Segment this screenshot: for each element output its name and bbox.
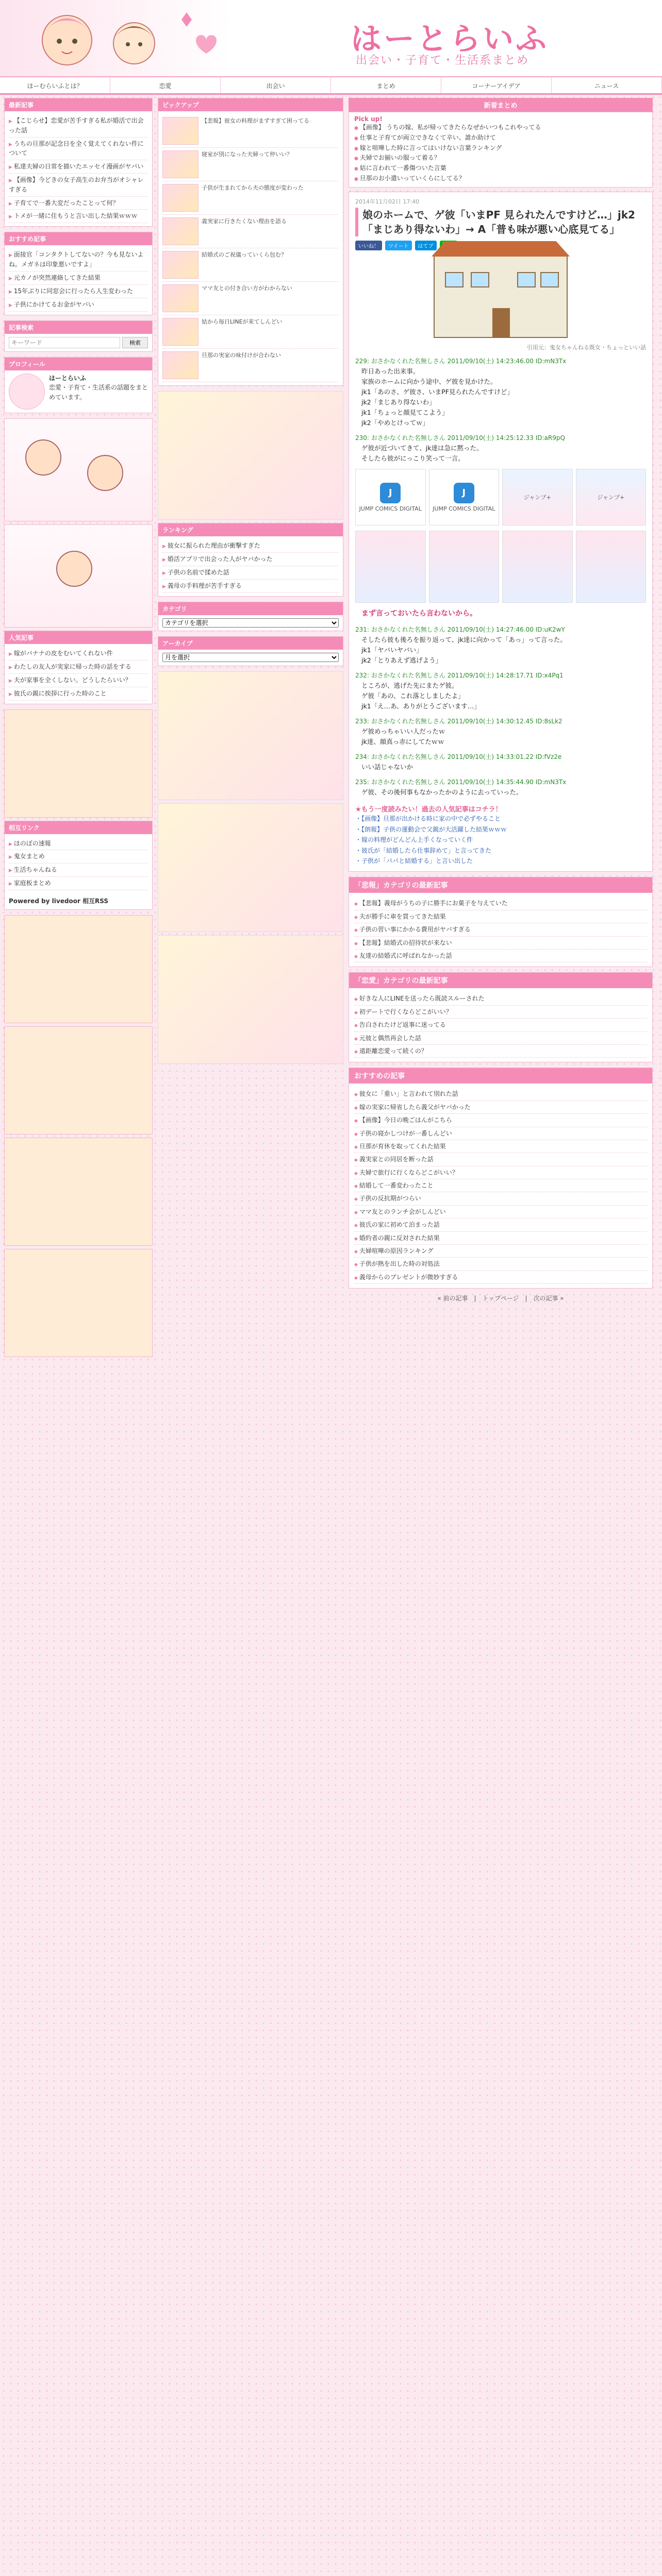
thumb-item[interactable] <box>162 181 339 215</box>
post-title[interactable]: 娘のホームで、ゲ彼「いまPF 見られたんですけど…」jk2「まじあり得ないわ」→ A「普も味が悪い心底見てる」 <box>355 208 646 236</box>
thumb-title: 姑から毎日LINEが来てしんどい <box>202 318 283 325</box>
category-latest-item[interactable]: ◆ 【悲報】結婚式の招待状が来ない <box>354 937 647 950</box>
recommended-item[interactable]: ◆ 義実家との同居を断った話 <box>354 1153 647 1166</box>
ad-label: JUMP COMICS DIGITAL <box>359 505 422 512</box>
thumbnail <box>162 117 198 145</box>
ranking-item[interactable]: ▶ 子供の名前で揉めた話 <box>162 566 339 580</box>
past-link[interactable]: ・ 【朗報】子供の運動会で父親が大活躍した結果ｗｗｗ <box>355 824 646 835</box>
nav-item-meeting[interactable]: 出会い <box>221 77 331 93</box>
new-post-item[interactable]: ▶ うちの旦那が記念日を全く覚えてくれない件について <box>9 138 148 161</box>
quote-source[interactable]: 引用元：鬼女ちゃんねる既女・ちょっといい話 <box>527 344 646 351</box>
ad-label: JUMP COMICS DIGITAL <box>433 505 495 512</box>
past-link[interactable]: ・ 子供が「パパと結婚する」と言い出した <box>355 856 646 866</box>
category-latest-item[interactable]: ◆ 子供の習い事にかかる費用がヤバすぎる <box>354 923 647 936</box>
ad-tile[interactable] <box>429 469 500 526</box>
post-date: 2014年11月02日 17:40 <box>355 198 420 205</box>
response-line: そしたら彼がにっこり笑って一言。 <box>361 454 465 463</box>
recommended-item[interactable]: ◆ 義母からのプレゼントが微妙すぎる <box>354 1271 647 1284</box>
nav-item-about[interactable]: ほーむらいふとは？ <box>0 77 110 93</box>
site-title[interactable]: はーとらいふ <box>351 21 549 57</box>
response-line: jk達、顔真っ赤にしてたｗｗ <box>361 738 444 746</box>
middle-pickup-box <box>158 98 343 386</box>
search-input[interactable] <box>9 337 120 348</box>
profile-name: はーとらいふ <box>49 374 87 382</box>
recommend-heading: おすすめ記事 <box>5 232 152 245</box>
response-header: 231: おさかなくれた名無しさん 2011/09/10(土) 14:27:46.00 ID:uK2wY <box>355 625 565 633</box>
ad-row <box>355 469 646 526</box>
article-column <box>349 98 653 1360</box>
ad-banner[interactable] <box>4 1026 153 1134</box>
related-link[interactable]: ▶ 生活ちゃんねる <box>9 863 148 877</box>
ranking-item[interactable]: ▶ 義母の手料理が苦手すぎる <box>162 580 339 593</box>
response-emphasis <box>355 608 646 619</box>
thumbnail <box>162 318 198 346</box>
response <box>355 357 646 428</box>
pickup-label: Pick up! <box>354 115 383 123</box>
house-window <box>540 272 559 287</box>
nav-item-love[interactable]: 恋愛 <box>110 77 221 93</box>
pickup-item[interactable]: ▶ わたしの友人が実家に帰った時の話をする <box>9 660 148 674</box>
house-window <box>445 272 464 287</box>
ad-banner[interactable] <box>158 391 343 520</box>
ad-banner[interactable] <box>158 803 343 932</box>
category-latest-item[interactable]: ◆ 夫が勝手に車を買ってきた結果 <box>354 910 647 923</box>
left-sidebar <box>4 98 153 1360</box>
response-line: ゲ彼が近づいてきて、jk達は急に黙った。 <box>361 444 483 452</box>
related-link[interactable]: ▶ 家庭板まとめ <box>9 877 148 890</box>
category-latest-item[interactable]: ◆ 友達の結婚式に呼ばれなかった話 <box>354 950 647 962</box>
recommended-item[interactable]: ◆ ママ友とのランチ会がしんどい <box>354 1206 647 1218</box>
recommended-item[interactable]: ◆ 子供が熱を出した時の対処法 <box>354 1258 647 1270</box>
pickup-link[interactable]: ● 旦那のお小遣いっていくらにしてる？ <box>354 174 647 184</box>
thumb-title: 寝室が別になった夫婦って仲いい？ <box>202 151 292 158</box>
response-line: jk1「え…あ、ありがとうございます…」 <box>361 702 481 710</box>
response-line: jk1「あのさ、ゲ彼さ、いまPF見られたんですけど」 <box>361 387 514 396</box>
site-subtitle: 出会い・子育て・生活系まとめ <box>356 54 529 67</box>
related-link[interactable]: ▶ 鬼女まとめ <box>9 850 148 863</box>
pickup-box <box>4 631 153 704</box>
thumbnail <box>162 284 198 312</box>
response-line: jk1「ちょっと顔見てこよう」 <box>361 408 449 416</box>
recommend-item[interactable]: ▶ 15年ぶりに同窓会に行ったら人生変わった <box>9 285 148 298</box>
search-button[interactable]: 検索 <box>122 337 148 348</box>
ad-label: ジャンプ+ <box>523 494 551 501</box>
response-line: jk2「まじあり得ないわ」 <box>361 398 436 406</box>
category-latest-item[interactable]: ◆ 【悲報】義母がうちの子に勝手にお菓子を与えていた <box>354 897 647 910</box>
thumb-item[interactable] <box>162 148 339 181</box>
nav-item-news[interactable]: ニュース <box>552 77 662 93</box>
archive-heading: アーカイブ <box>158 637 343 650</box>
house-window <box>517 272 536 287</box>
ad-tile[interactable] <box>502 469 573 526</box>
thumb-title: 子供が生まれてから夫の態度が変わった <box>202 184 304 191</box>
new-post-item[interactable]: ▶ 私達夫婦の日常を描いたエッセイ漫画がヤバい <box>9 160 148 174</box>
ad-banner[interactable] <box>4 915 153 1023</box>
response-line: ゲ彼めっちゃいい人だったｗ <box>361 727 445 736</box>
pickup-item[interactable]: ▶ 嫁がバナナの皮をむいてくれない件 <box>9 647 148 660</box>
past-link[interactable]: ・ 彼氏が「結婚したら仕事辞めて」と言ってきた <box>355 845 646 856</box>
pager[interactable]: « 前の記事 | トップページ | 次の記事 » <box>437 1295 564 1302</box>
ad-banner[interactable] <box>4 1249 153 1357</box>
pickup-link[interactable]: ● 姑に言われて一番傷ついた言葉 <box>354 163 647 174</box>
recommended-item[interactable]: ◆ 子供の寝かしつけが一番しんどい <box>354 1127 647 1140</box>
recommended-item[interactable]: ◆ 夫婦喧嘩の原因ランキング <box>354 1245 647 1258</box>
article-post <box>349 192 653 872</box>
recommended-item[interactable]: ◆ 彼女に「重い」と言われて別れた話 <box>354 1088 647 1100</box>
recommended-heading: おすすめの記事 <box>349 1068 652 1083</box>
thumb-item[interactable] <box>162 114 339 148</box>
ad-banner[interactable] <box>4 709 153 818</box>
new-post-item[interactable]: ▶ トメが一緒に住もうと言い出した結果ｗｗｗ <box>9 210 148 223</box>
category-latest-item[interactable]: ◆ 初デートで行くならどこがいい？ <box>354 1006 647 1019</box>
new-posts-box <box>4 98 153 227</box>
thumbnail <box>162 184 198 212</box>
profile-heading: プロフィール <box>5 358 152 370</box>
recommended-item[interactable]: ◆ 【画像】今日の晩ごはんがこちら <box>354 1114 647 1127</box>
past-link[interactable]: ・ 嫁の料理がどんどん上手くなっていく件 <box>355 835 646 845</box>
response-line: ゲ彼「あの、これ落としましたよ」 <box>361 691 465 700</box>
ad-tile[interactable] <box>576 469 647 526</box>
illustration-face <box>87 455 123 491</box>
emphasis-line: まず言っておいたら言わないから。 <box>361 609 477 618</box>
illustration-face <box>25 439 61 476</box>
profile-box <box>4 357 153 413</box>
response-line: 家族のホームに向かう途中、ゲ彼を見かけた。 <box>361 377 497 385</box>
response-line: そしたら彼も後ろを振り返って、jk達に向かって「あっ」って言った。 <box>361 635 567 643</box>
response-header: 230: おさかなくれた名無しさん 2011/09/10(土) 14:25:12.33 ID:aR9pQ <box>355 434 565 442</box>
response-line: 昨日あった出来事。 <box>361 367 420 375</box>
pickup-link[interactable]: ● 嫁と喧嘩した時に言ってはいけない言葉ランキング <box>354 143 647 154</box>
search-box <box>4 320 153 352</box>
ad-image[interactable] <box>502 531 573 603</box>
response-line: ゲ彼、その後何事もなかったかのように去っていった。 <box>361 788 523 796</box>
nav-item-matome[interactable]: まとめ <box>331 77 441 93</box>
ad-label: ジャンプ+ <box>597 494 625 501</box>
related-links-box <box>4 821 153 910</box>
recommended-section <box>349 1067 653 1289</box>
category-latest-item[interactable]: ◆ 告白されたけど返事に迷ってる <box>354 1019 647 1031</box>
recommended-item[interactable]: ◆ 夫婦で旅行に行くならどこがいい？ <box>354 1166 647 1179</box>
links-heading: ★もう一度読みたい！過去の人気記事はコチラ！ <box>355 806 502 814</box>
past-links <box>355 814 646 866</box>
recommended-item[interactable]: ◆ 嫁の実家に帰省したら義父がヤバかった <box>354 1101 647 1114</box>
site-header <box>0 0 662 77</box>
recommend-box <box>4 232 153 315</box>
middle-pickup-heading: ピックアップ <box>158 98 343 111</box>
category-latest-item[interactable]: ◆ 遠距離恋愛って続くの？ <box>354 1045 647 1058</box>
related-heading: 相互リンク <box>5 821 152 834</box>
response <box>355 625 646 666</box>
new-post-item[interactable]: ▶ 【画像】今どきの女子高生のお弁当がオシャレすぎる <box>9 174 148 197</box>
new-post-item[interactable]: ▶ 子育てで一番大変だったことって何？ <box>9 197 148 210</box>
response-line: jk2「やめとけってｗ」 <box>361 418 429 427</box>
thumb-item[interactable] <box>162 349 339 382</box>
house-roof <box>432 241 570 257</box>
response-line: jk1「ヤバいヤバい」 <box>361 646 423 654</box>
past-link[interactable]: ・ 【画像】旦那が出かける時に家の中で必ずやること <box>355 814 646 824</box>
recommended-item[interactable]: ◆ 婚約者の親に反対された結果 <box>354 1232 647 1245</box>
recommend-item[interactable]: ▶ 元カノが突然連絡してきた結果 <box>9 272 148 285</box>
ad-tile[interactable] <box>355 469 426 526</box>
category-box <box>158 602 343 632</box>
thumb-title: 旦那の実家の味付けが合わない <box>202 352 281 359</box>
category-latest-item[interactable]: ◆ 元彼と偶然再会した話 <box>354 1032 647 1045</box>
new-posts-heading: 最新記事 <box>5 98 152 111</box>
thumbnail <box>162 251 198 279</box>
recommended-item[interactable]: ◆ 結婚して一番変わったこと <box>354 1179 647 1192</box>
ad-banner[interactable] <box>4 1138 153 1246</box>
response-header: 229: おさかなくれた名無しさん 2011/09/10(土) 14:23:46.00 ID:mN3Tx <box>355 357 567 365</box>
response <box>355 433 646 464</box>
category-select[interactable] <box>162 618 339 628</box>
recommended-item[interactable]: ◆ 旦那が育休を取ってくれた結果 <box>354 1140 647 1153</box>
ad-image[interactable] <box>576 531 647 603</box>
recommended-item[interactable]: ◆ 子供の反抗期がつらい <box>354 1192 647 1205</box>
nav-item-idea[interactable]: コーナーアイデア <box>441 77 552 93</box>
ranking-heading: ランキング <box>158 523 343 536</box>
header-illustration <box>31 4 217 75</box>
article-house-illustration <box>434 256 568 338</box>
response-line: いい話じゃないか <box>361 763 413 771</box>
response-header: 233: おさかなくれた名無しさん 2011/09/10(土) 14:30:12.45 ID:8sLk2 <box>355 717 562 725</box>
archive-box <box>158 636 343 666</box>
thumbnail <box>162 351 198 379</box>
category-heading: カテゴリ <box>158 602 343 615</box>
category-latest-heading: 「恋愛」カテゴリの最新記事 <box>349 973 652 988</box>
tweet-button[interactable]: ツイート <box>385 241 412 250</box>
ad-banner[interactable] <box>158 935 343 1064</box>
category-latest-section <box>349 877 653 967</box>
article-pickup <box>349 112 653 188</box>
category-latest-heading: 「悲報」カテゴリの最新記事 <box>349 877 652 893</box>
jump-logo-icon: J <box>380 483 401 503</box>
pickup-link[interactable]: ● 【画像】 うちの嫁、私が帰ってきたらなぜかいつもこれやってる <box>354 123 647 133</box>
rss-label[interactable]: Powered by livedoor 相互RSS <box>9 897 109 905</box>
related-link[interactable]: ▶ ほのぼの速報 <box>9 837 148 851</box>
house-window <box>471 272 489 287</box>
response-header: 232: おさかなくれた名無しさん 2011/09/10(土) 14:28:17.71 ID:x4Pq1 <box>355 671 564 679</box>
new-post-item[interactable]: ▶ 【こじらせ】恋愛が苦手すぎる私が婚活で出会った話 <box>9 114 148 138</box>
global-nav <box>0 77 662 95</box>
profile-text: 恋愛・子育て・生活系の話題をまとめています。 <box>49 384 148 401</box>
response <box>355 752 646 772</box>
response-line: ところが、逃げた先にまたゲ彼。 <box>361 681 458 689</box>
recommend-item[interactable]: ▶ 面接官「コンタクトしてないの？今も見ないよね。メガネは印象悪いですよ」 <box>9 248 148 272</box>
response <box>355 671 646 711</box>
thumbnail <box>162 150 198 178</box>
thumbnail <box>162 217 198 245</box>
pickup-item[interactable]: ▶ 夫が家事を全くしない。どうしたらいい？ <box>9 674 148 687</box>
thumb-item[interactable] <box>162 315 339 349</box>
sidebar-illustration <box>4 418 153 521</box>
thumb-item[interactable] <box>162 248 339 282</box>
ad-row <box>355 531 646 603</box>
response-header: 234: おさかなくれた名無しさん 2011/09/10(土) 14:33:01.22 ID:fVz2e <box>355 753 562 761</box>
category-latest-item[interactable]: ◆ 好きな人にLINEを送ったら既読スルーされた <box>354 992 647 1005</box>
ranking-item[interactable]: ▶ 彼女に振られた理由が衝撃すぎた <box>162 539 339 553</box>
middle-column <box>158 98 343 1360</box>
sidebar-illustration <box>4 524 153 628</box>
like-button[interactable]: いいね！ <box>355 241 382 250</box>
recommend-item[interactable]: ▶ 子供にかけてるお金がヤバい <box>9 298 148 312</box>
thumb-title: 結婚式のご祝儀っていくら包む？ <box>202 251 287 258</box>
ad-image[interactable] <box>429 531 500 603</box>
response-header: 235: おさかなくれた名無しさん 2011/09/10(土) 14:35:44.90 ID:mN3Tx <box>355 778 567 786</box>
article-section-heading: 新着まとめ <box>349 98 653 112</box>
response <box>355 717 646 747</box>
ad-image[interactable] <box>355 531 426 603</box>
thumb-title: 義実家に行きたくない理由を語る <box>202 218 287 225</box>
jump-logo-icon: J <box>454 483 474 503</box>
category-latest-section <box>349 972 653 1062</box>
search-heading: 記事検索 <box>5 321 152 334</box>
response-line: jk2「とりあえず逃げよう」 <box>361 656 442 664</box>
avatar <box>9 374 45 410</box>
response <box>355 777 646 798</box>
house-door <box>492 308 510 337</box>
ad-banner[interactable] <box>158 671 343 800</box>
thumb-item[interactable] <box>162 215 339 248</box>
archive-select[interactable] <box>162 653 339 662</box>
ranking-item[interactable]: ▶ 婚活アプリで出会った人がヤバかった <box>162 553 339 566</box>
thumb-title: ママ友との付き合い方がわからない <box>202 285 292 292</box>
recommended-item[interactable]: ◆ 彼氏の家に初めて泊まった話 <box>354 1218 647 1231</box>
ranking-box <box>158 523 343 597</box>
pickup-link[interactable]: ● 夫婦でお揃いの服って着る？ <box>354 153 647 163</box>
thumb-title: 【悲報】彼女の料理がまずすぎて困ってる <box>202 117 309 124</box>
illustration-face <box>56 551 92 587</box>
thumb-item[interactable] <box>162 282 339 315</box>
pickup-item[interactable]: ▶ 彼氏の親に挨拶に行った時のこと <box>9 687 148 701</box>
pickup-link[interactable]: ● 仕事と子育てが両立できなくて辛い、誰か助けて <box>354 133 647 143</box>
pickup-heading: 人気記事 <box>5 631 152 644</box>
hatebu-button[interactable]: はてブ <box>415 241 437 250</box>
